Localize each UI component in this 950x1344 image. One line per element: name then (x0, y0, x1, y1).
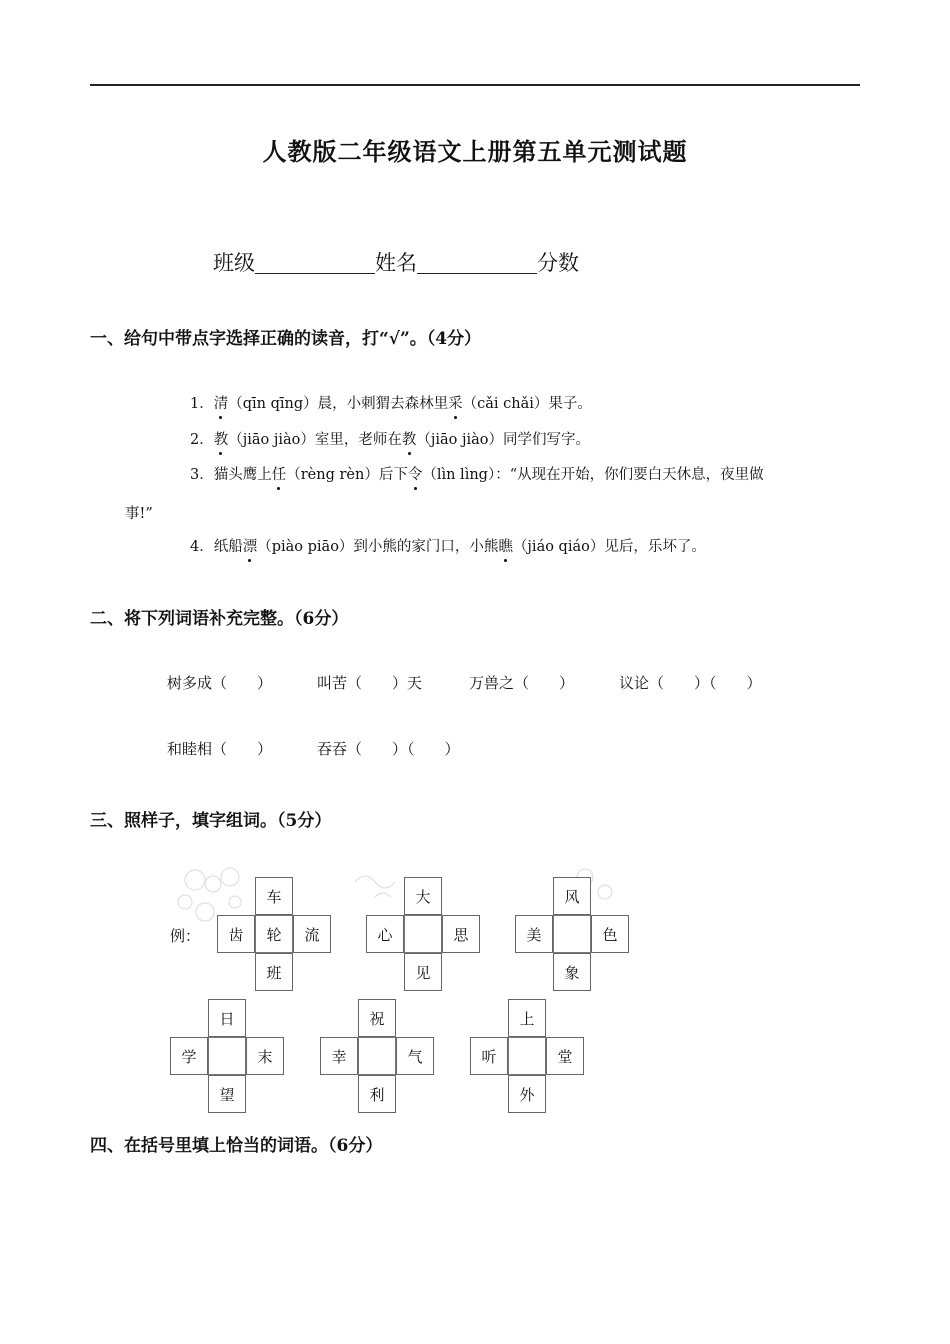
page-title: 人教版二年级语文上册第五单元测试题 (262, 137, 688, 166)
cross-cell-left: 美 (515, 915, 553, 953)
cross-cell-right: 流 (293, 915, 331, 953)
section-heading-3: 三、照样子，填字组词。（5分） (90, 811, 332, 831)
dotted-char: 教 (214, 428, 229, 449)
q1-line-4: 4．纸船漂（piào piāo）到小熊的家门口，小熊瞧（jiáo qiáo）见后，乐坏了。 (190, 535, 706, 556)
cross-cell-center[interactable] (208, 1037, 246, 1075)
cross-cell-right: 思 (442, 915, 480, 953)
cross-cell-bottom: 利 (358, 1075, 396, 1113)
cross-cell-bottom: 象 (553, 953, 591, 991)
section-heading-4: 四、在括号里填上恰当的词语。（6分） (90, 1136, 383, 1156)
cross-cell-bottom: 见 (404, 953, 442, 991)
cross-cell-center: 轮 (255, 915, 293, 953)
section-heading-2: 二、将下列词语补充完整。（6分） (90, 609, 349, 629)
cross-cell-center[interactable] (553, 915, 591, 953)
top-rule (90, 84, 860, 86)
dotted-char: 采 (448, 392, 463, 413)
idiom-fill[interactable]: 树多成（ ） (167, 674, 273, 692)
dotted-char: 令 (408, 463, 423, 484)
cross-cell-center[interactable] (404, 915, 442, 953)
cross-cell-right: 气 (396, 1037, 434, 1075)
dotted-char: 漂 (243, 535, 258, 556)
cross-cell-top: 上 (508, 999, 546, 1037)
cross-cell-top: 日 (208, 999, 246, 1037)
idiom-fill[interactable]: 叫苦（ ）天 (317, 674, 423, 692)
student-info-line (213, 247, 579, 277)
cross-cell-top: 祝 (358, 999, 396, 1037)
idiom-fill[interactable]: 议论（ ）（ ） (619, 674, 762, 692)
cross-cell-left: 幸 (320, 1037, 358, 1075)
idiom-fill[interactable]: 万兽之（ ） (469, 674, 575, 692)
cross-cell-right: 堂 (546, 1037, 584, 1075)
dotted-char: 瞧 (498, 535, 513, 556)
q1-line-2: 2．教（jiāo jiào）室里，老师在教（jiāo jiào）同学们写字。 (190, 428, 590, 449)
name-label: 姓名 (375, 251, 417, 275)
cross-cell-left: 听 (470, 1037, 508, 1075)
cross-cell-left: 心 (366, 915, 404, 953)
cross-cell-top: 车 (255, 877, 293, 915)
cross-cell-left: 齿 (217, 915, 255, 953)
q1-line-3: 3．猫头鹰上任（rèng rèn）后下令（lìn lìng）：“从现在开始，你们要白天休息，夜里做 (190, 463, 764, 484)
cross-cell-right: 末 (246, 1037, 284, 1075)
class-label: 班级 (213, 251, 255, 275)
cross-cell-bottom: 外 (508, 1075, 546, 1113)
cross-cell-left: 学 (170, 1037, 208, 1075)
dotted-char: 教 (402, 428, 417, 449)
cross-cell-top: 风 (553, 877, 591, 915)
cross-cell-bottom: 班 (255, 953, 293, 991)
dotted-char: 任 (272, 463, 287, 484)
idiom-fill[interactable]: 吞吞（ ）（ ） (317, 740, 460, 758)
cross-cell-center[interactable] (358, 1037, 396, 1075)
cross-cell-right: 色 (591, 915, 629, 953)
name-blank[interactable] (417, 251, 537, 274)
section-heading-1: 一、给句中带点字选择正确的读音，打“√”。（4分） (90, 329, 482, 349)
class-blank[interactable] (255, 251, 375, 274)
idiom-fill[interactable]: 和睦相（ ） (167, 740, 273, 758)
example-label: 例： (170, 927, 201, 945)
dotted-char: 清 (214, 392, 229, 413)
q1-line-1: 1．清（qīn qīng）晨，小刺猬去森林里采（cǎi chǎi）果子。 (190, 392, 592, 413)
score-label: 分数 (537, 251, 579, 275)
cross-cell-center[interactable] (508, 1037, 546, 1075)
cross-cell-bottom: 望 (208, 1075, 246, 1113)
q1-line-3-continued: 事!” (125, 506, 153, 522)
cross-cell-top: 大 (404, 877, 442, 915)
